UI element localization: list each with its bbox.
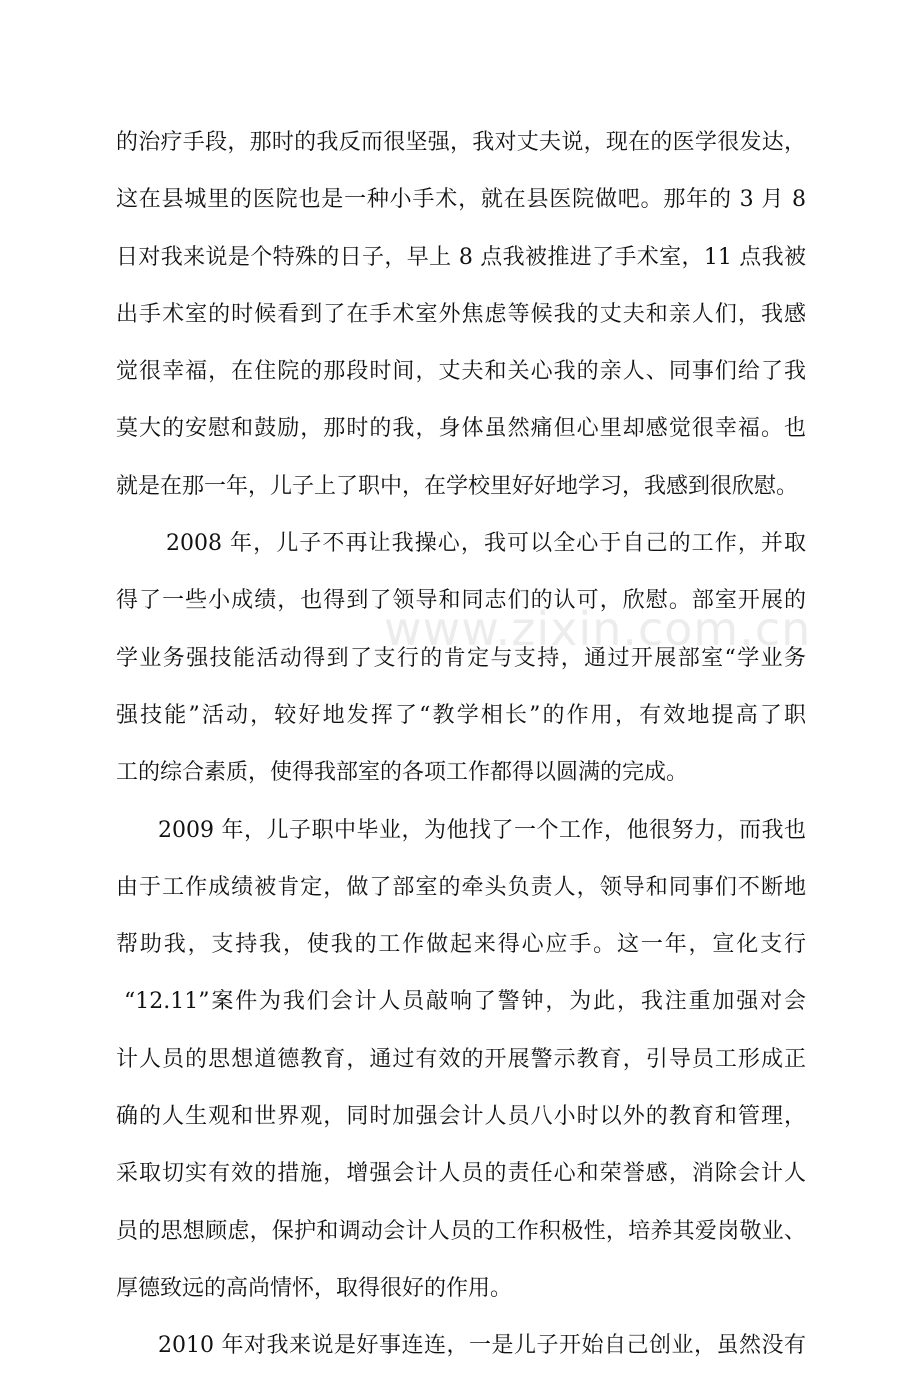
text-line: 帮助我，支持我，使我的工作做起来得心应手。这一年，宣化支行 xyxy=(116,932,806,958)
text-line: 出手术室的时候看到了在手术室外焦虑等候我的丈夫和亲人们，我感 xyxy=(116,301,806,327)
paragraph-1 xyxy=(116,114,806,515)
watermark: www.zixin.com.cn xyxy=(384,602,812,656)
text-line: 这在县城里的医院也是一种小手术，就在县医院做吧。那年的 3 月 8 xyxy=(116,187,806,213)
text-line: 的治疗手段，那时的我反而很坚强，我对丈夫说，现在的医学很发达， xyxy=(116,130,806,155)
text-line: 厚德致远的高尚情怀，取得很好的作用。 xyxy=(116,1275,513,1301)
text-line: 2010 年对我来说是好事连连，一是儿子开始自己创业，虽然没有 xyxy=(158,1333,806,1359)
text-line: 日对我来说是个特殊的日子，早上 8 点我被推进了手术室，11 点我被 xyxy=(116,244,806,270)
text-line: 确的人生观和世界观，同时加强会计人员八小时以外的教育和管理， xyxy=(116,1104,806,1130)
text-line: 得了一些小成绩，也得到了领导和同志们的认可，欣慰。部室开展的 xyxy=(116,588,806,614)
text-line: 采取切实有效的措施，增强会计人员的责任心和荣誉感，消除会计人 xyxy=(116,1161,806,1187)
text-line: 员的思想顾虑，保护和调动会计人员的工作积极性，培养其爱岗敬业、 xyxy=(116,1218,806,1244)
text-line: 2008 年，儿子不再让我操心，我可以全心于自己的工作，并取 xyxy=(166,531,806,557)
text-line: 2009 年，儿子职中毕业，为他找了一个工作，他很努力，而我也 xyxy=(158,817,806,843)
text-line: 计人员的思想道德教育，通过有效的开展警示教育，引导员工形成正 xyxy=(116,1046,806,1072)
text-line: 莫大的安慰和鼓励，那时的我，身体虽然痛但心里却感觉很幸福。也 xyxy=(116,416,806,442)
paragraph-3 xyxy=(116,802,806,1318)
text-line: 强技能”活动，较好地发挥了“教学相长”的作用，有效地提高了职 xyxy=(116,702,806,728)
paragraph-4 xyxy=(116,1317,806,1374)
text-line: 学业务强技能活动得到了支行的肯定与支持，通过开展部室“学业务 xyxy=(116,645,806,671)
document-body xyxy=(116,114,806,1375)
text-line: 由于工作成绩被肯定，做了部室的牵头负责人，领导和同事们不断地 xyxy=(116,874,806,900)
text-line: 工的综合素质，使得我部室的各项工作都得以圆满的完成。 xyxy=(116,760,689,786)
text-line: “12.11”案件为我们会计人员敲响了警钟，为此，我注重加强对会 xyxy=(124,989,806,1015)
text-line: 觉很幸福，在住院的那段时间，丈夫和关心我的亲人、同事们给了我 xyxy=(116,359,806,385)
text-line: 就是在那一年，儿子上了职中，在学校里好好地学习，我感到很欣慰。 xyxy=(116,473,799,499)
paragraph-2 xyxy=(116,515,806,801)
